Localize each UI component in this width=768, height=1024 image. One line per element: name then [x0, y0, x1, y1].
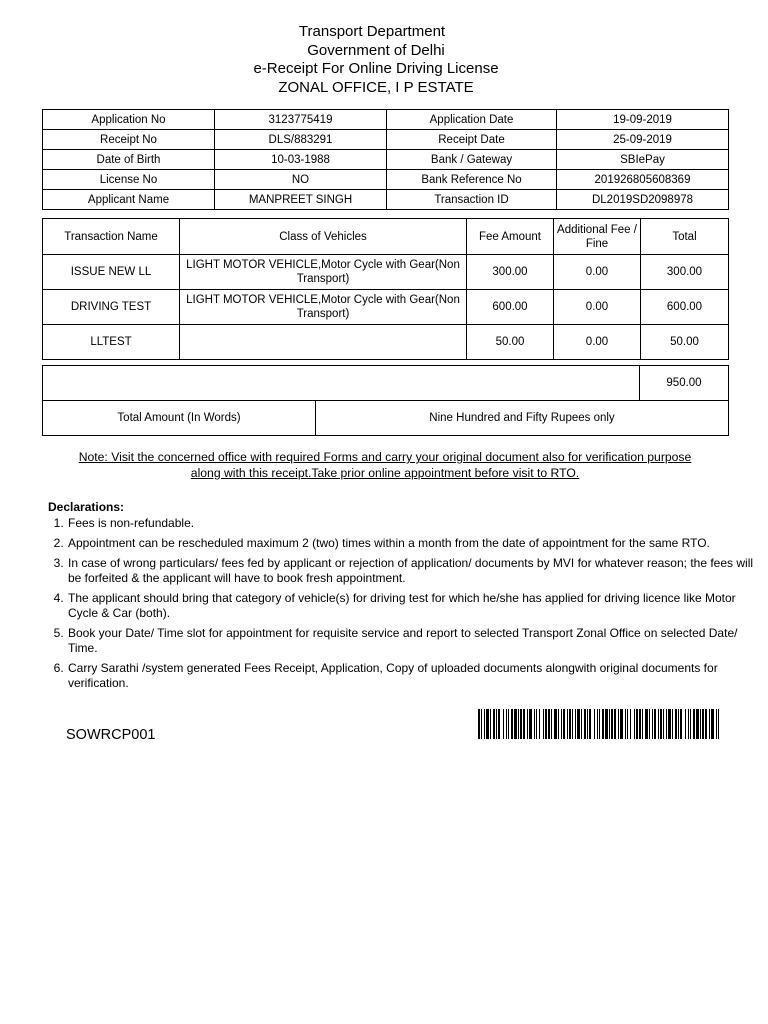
barcode-bar	[634, 709, 635, 739]
barcode-bar	[649, 709, 650, 739]
table-row	[43, 170, 729, 190]
barcode-bar	[567, 709, 568, 739]
barcode-bar	[680, 709, 682, 739]
col-header-fee: Fee Amount	[467, 219, 554, 255]
grand-total-spacer	[43, 366, 640, 401]
barcode-bar	[611, 709, 613, 739]
barcode-bar	[536, 709, 537, 739]
transaction-name: LLTEST	[43, 325, 180, 360]
note-line-2: along with this receipt.Take prior online appointment before visit to RTO.	[190, 465, 580, 480]
info-value: NO	[215, 170, 387, 190]
barcode-bar	[688, 709, 689, 739]
list-item: 6. Carry Sarathi /system generated Fees Receipt, Application, Copy of uploaded documents alongwith original documents for verification.	[67, 661, 757, 692]
table-row	[43, 290, 729, 325]
barcode-bar	[645, 709, 648, 739]
words-label: Total Amount (In Words)	[43, 401, 316, 436]
info-value: DLS/883291	[215, 130, 387, 150]
transaction-name: DRIVING TEST	[43, 290, 180, 325]
barcode-bar	[609, 709, 610, 739]
info-value: 3123775419	[215, 110, 387, 130]
info-label: Applicant Name	[43, 190, 215, 210]
barcode-bar	[716, 709, 717, 739]
barcode-bar	[514, 709, 517, 739]
vehicle-class: LIGHT MOTOR VEHICLE,Motor Cycle with Gear(Non Transport)	[180, 255, 467, 290]
barcode-bar	[594, 709, 595, 739]
barcode-bar	[642, 709, 643, 739]
barcode-bar	[563, 709, 565, 739]
barcode-bar	[520, 709, 522, 739]
barcode-bar	[503, 709, 504, 739]
barcode-bar	[605, 709, 608, 739]
barcode-bar	[709, 709, 710, 739]
barcode-bar	[696, 709, 699, 739]
info-label: Receipt No	[43, 130, 215, 150]
barcode-bar	[569, 709, 571, 739]
barcode-bar	[506, 709, 507, 739]
receipt-title: e-Receipt For Online Driving License	[253, 60, 499, 77]
barcode-bar	[587, 709, 588, 739]
list-item: 3. In case of wrong particulars/ fees fed by applicant or rejection of application/ documents by MVI for whatever reason; the fees will be forfeited & the applicant will have to book fresh appointment.	[67, 556, 757, 587]
barcode-bar	[636, 709, 638, 739]
barcode-bar	[663, 709, 664, 739]
barcode-bar	[702, 709, 704, 739]
note	[40, 450, 730, 481]
barcode-bar	[581, 709, 582, 739]
table-row	[43, 130, 729, 150]
barcode-bar	[658, 709, 659, 739]
col-header-class: Class of Vehicles	[180, 219, 467, 255]
barcode-bar	[481, 709, 482, 739]
row-total: 50.00	[641, 325, 729, 360]
barcode-bar	[666, 709, 667, 739]
fees-table	[42, 218, 729, 360]
declarations-list	[48, 516, 757, 696]
list-item: 5. Book your Date/ Time slot for appointment for requisite service and report to selected Transport Zonal Office on selected Date/ Time.	[67, 626, 757, 657]
barcode-bar	[618, 709, 619, 739]
barcode-bar	[575, 709, 576, 739]
list-item: 1. Fees is non-refundable.	[67, 516, 757, 531]
application-info-table	[42, 109, 729, 210]
barcode-bar	[678, 709, 679, 739]
barcode-bar	[496, 709, 497, 739]
info-label: Bank Reference No	[387, 170, 557, 190]
info-value: DL2019SD2098978	[557, 190, 729, 210]
barcode-bar	[685, 709, 686, 739]
barcode-bar	[602, 709, 604, 739]
barcode-bar	[548, 709, 550, 739]
barcode-bar	[668, 709, 671, 739]
barcode-bar	[558, 709, 559, 739]
barcode-bar	[518, 709, 519, 739]
info-value: 10-03-1988	[215, 150, 387, 170]
barcode-bar	[711, 709, 714, 739]
barcode-bar	[627, 709, 628, 739]
barcode-bar	[486, 709, 489, 739]
fee-amount: 600.00	[467, 290, 554, 325]
table-row	[43, 150, 729, 170]
col-header-total: Total	[641, 219, 729, 255]
info-label: Application Date	[387, 110, 557, 130]
barcode-bar	[630, 709, 631, 739]
govt-title: Government of Delhi	[307, 42, 445, 59]
list-item: 4. The applicant should bring that category of vehicle(s) for driving test for which he/she has applied for driving licence like Motor Cycle & Car (both).	[67, 591, 757, 622]
barcode-bar	[529, 709, 532, 739]
fee-amount: 300.00	[467, 255, 554, 290]
list-item: 2. Appointment can be rescheduled maximum 2 (two) times within a month from the date of appointment for the same RTO.	[67, 536, 757, 551]
barcode-bar	[490, 709, 491, 739]
words-value: Nine Hundred and Fifty Rupees only	[316, 401, 729, 436]
barcode-bar	[539, 709, 540, 739]
info-label: License No	[43, 170, 215, 190]
info-value: 201926805608369	[557, 170, 729, 190]
barcode-bar	[639, 709, 641, 739]
table-row	[43, 325, 729, 360]
barcode-bar	[614, 709, 616, 739]
barcode-bar	[620, 709, 623, 739]
info-value: MANPREET SINGH	[215, 190, 387, 210]
barcode-bar	[484, 709, 485, 739]
grand-total-row	[43, 366, 729, 401]
info-label: Bank / Gateway	[387, 150, 557, 170]
table-row	[43, 110, 729, 130]
info-label: Application No	[43, 110, 215, 130]
fee-amount: 50.00	[467, 325, 554, 360]
barcode-bar	[597, 709, 598, 739]
info-value: 19-09-2019	[557, 110, 729, 130]
col-header-additional: Additional Fee / Fine	[554, 219, 641, 255]
barcode-bar	[545, 709, 547, 739]
barcode-bar	[561, 709, 562, 739]
note-line-1: Note: Visit the concerned office with required Forms and carry your original document also for verification purpose	[78, 450, 692, 464]
info-label: Date of Birth	[43, 150, 215, 170]
table-row	[43, 255, 729, 290]
barcode-bar	[675, 709, 677, 739]
barcode-bar	[690, 709, 691, 739]
vehicle-class: LIGHT MOTOR VEHICLE,Motor Cycle with Gear(Non Transport)	[180, 290, 467, 325]
barcode-bar	[534, 709, 535, 739]
barcode-bar	[693, 709, 695, 739]
info-value: 25-09-2019	[557, 130, 729, 150]
barcode-bar	[527, 709, 528, 739]
barcode-bar	[577, 709, 580, 739]
row-total: 600.00	[641, 290, 729, 325]
barcode-bar	[523, 709, 525, 739]
table-header-row	[43, 219, 729, 255]
barcode-bar	[660, 709, 662, 739]
barcode-bar	[511, 709, 513, 739]
barcode-bar	[478, 709, 480, 739]
additional-fee: 0.00	[554, 290, 641, 325]
totals-table	[42, 365, 729, 436]
barcode-bar	[508, 709, 509, 739]
barcode-bar	[718, 709, 719, 739]
barcode-bar	[599, 709, 600, 739]
barcode-bar	[589, 709, 591, 739]
barcode-icon	[478, 709, 722, 739]
barcode-bar	[652, 709, 653, 739]
words-row	[43, 401, 729, 436]
row-total: 300.00	[641, 255, 729, 290]
barcode-bar	[625, 709, 626, 739]
additional-fee: 0.00	[554, 255, 641, 290]
barcode-bar	[672, 709, 673, 739]
barcode-bar	[572, 709, 573, 739]
declarations-title: Declarations:	[48, 500, 125, 514]
grand-total-value: 950.00	[640, 366, 729, 401]
barcode-bar	[584, 709, 586, 739]
additional-fee: 0.00	[554, 325, 641, 360]
barcode-bar	[493, 709, 495, 739]
col-header-transaction: Transaction Name	[43, 219, 180, 255]
barcode-bar	[551, 709, 552, 739]
transaction-name: ISSUE NEW LL	[43, 255, 180, 290]
barcode-bar	[705, 709, 707, 739]
dept-title: Transport Department	[298, 23, 446, 40]
barcode-bar	[654, 709, 656, 739]
vehicle-class	[180, 325, 467, 360]
barcode-bar	[498, 709, 500, 739]
info-label: Transaction ID	[387, 190, 557, 210]
table-row	[43, 190, 729, 210]
barcode-bar	[554, 709, 557, 739]
barcode-bar	[700, 709, 701, 739]
office-title: ZONAL OFFICE, I P ESTATE	[278, 79, 474, 96]
barcode-bar	[543, 709, 544, 739]
info-label: Receipt Date	[387, 130, 557, 150]
info-value: SBIePay	[557, 150, 729, 170]
form-code: SOWRCP001	[66, 727, 156, 743]
